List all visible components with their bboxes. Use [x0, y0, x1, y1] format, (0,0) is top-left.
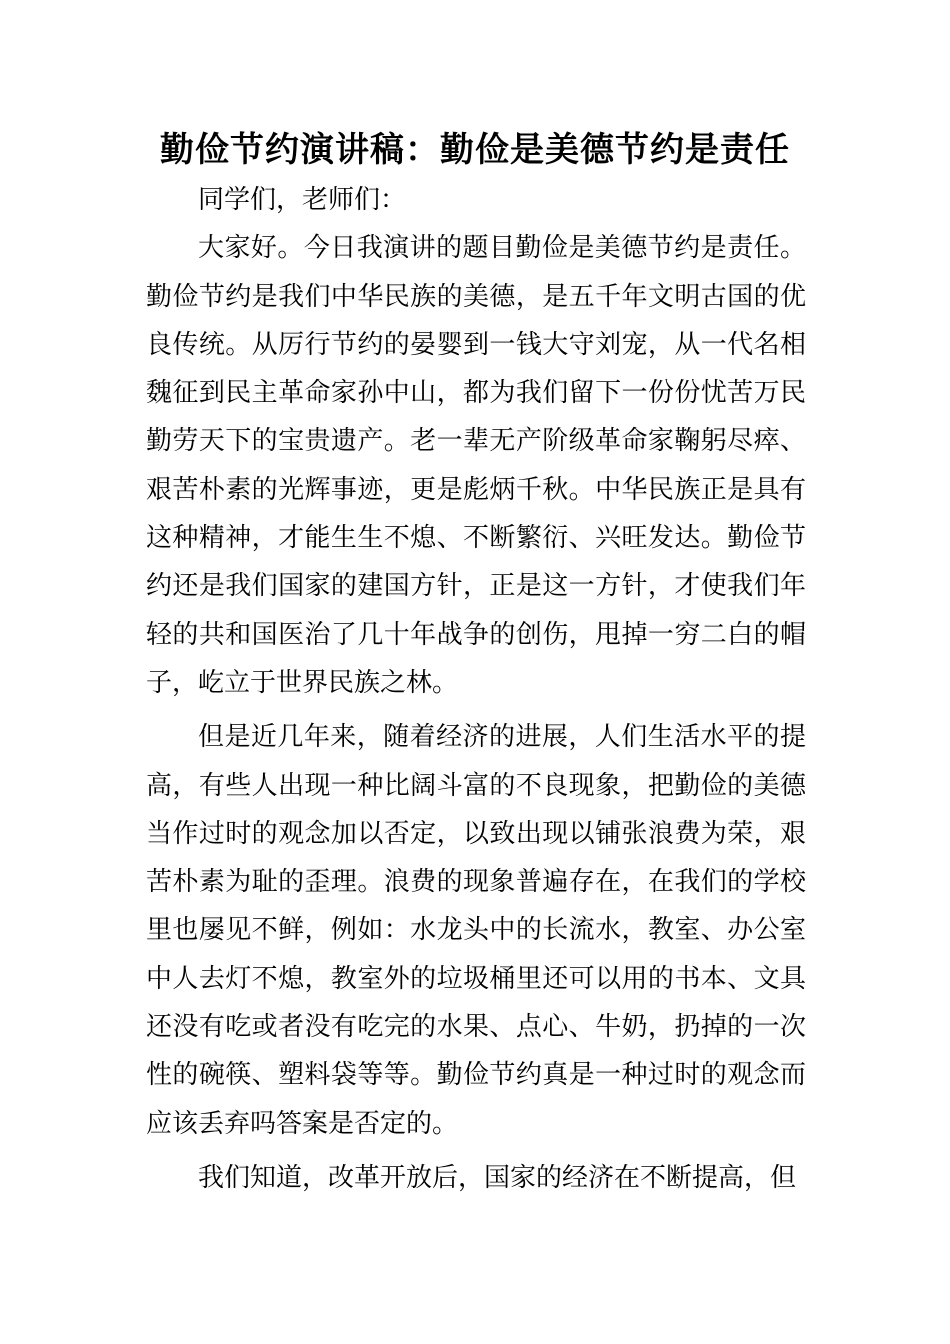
document-title: 勤俭节约演讲稿：勤俭是美德节约是责任 [160, 130, 790, 170]
paragraph-2: 但是近几年来，随着经济的进展，人们生活水平的提高，有些人出现一种比阔斗富的不良现象，把勤俭的美德当作过时的观念加以否定，以致出现以铺张浪费为荣，艰苦朴素为耻的歪理。浪费的现象普遍存在，在我们的学校里也屡见不鲜，例如：水龙头中的长流水，教室、办公室中人去灯不熄，教室外的垃圾桶里还可以用的书本、文具还没有吃或者没有吃完的水果、点心、牛奶，扔掉的一次性的碗筷、塑料袋等等。勤俭节约真是一种过时的观念而应该丢弃吗答案是否定的。 [146, 722, 806, 1139]
document-body [146, 176, 806, 1202]
paragraph-greeting: 同学们，老师们： [198, 185, 407, 215]
paragraph-1: 大家好。今日我演讲的题目勤俭是美德节约是责任。勤俭节约是我们中华民族的美德，是五千年文明古国的优良传统。从厉行节约的晏婴到一钱大守刘宠，从一代名相魏征到民主革命家孙中山，都为我们留下一份份忧苦万民勤劳天下的宝贵遗产。老一辈无产阶级革命家鞠躬尽瘁、艰苦朴素的光辉事迹，更是彪炳千秋。中华民族正是具有这种精神，才能生生不熄、不断繁衍、兴旺发达。勤俭节约还是我们国家的建国方针，正是这一方针，才使我们年轻的共和国医治了几十年战争的创伤，甩掉一穷二白的帽子，屹立于世界民族之林。 [146, 233, 806, 698]
paragraph-3: 我们知道，改革开放后，国家的经济在不断提高，但 [198, 1162, 797, 1193]
